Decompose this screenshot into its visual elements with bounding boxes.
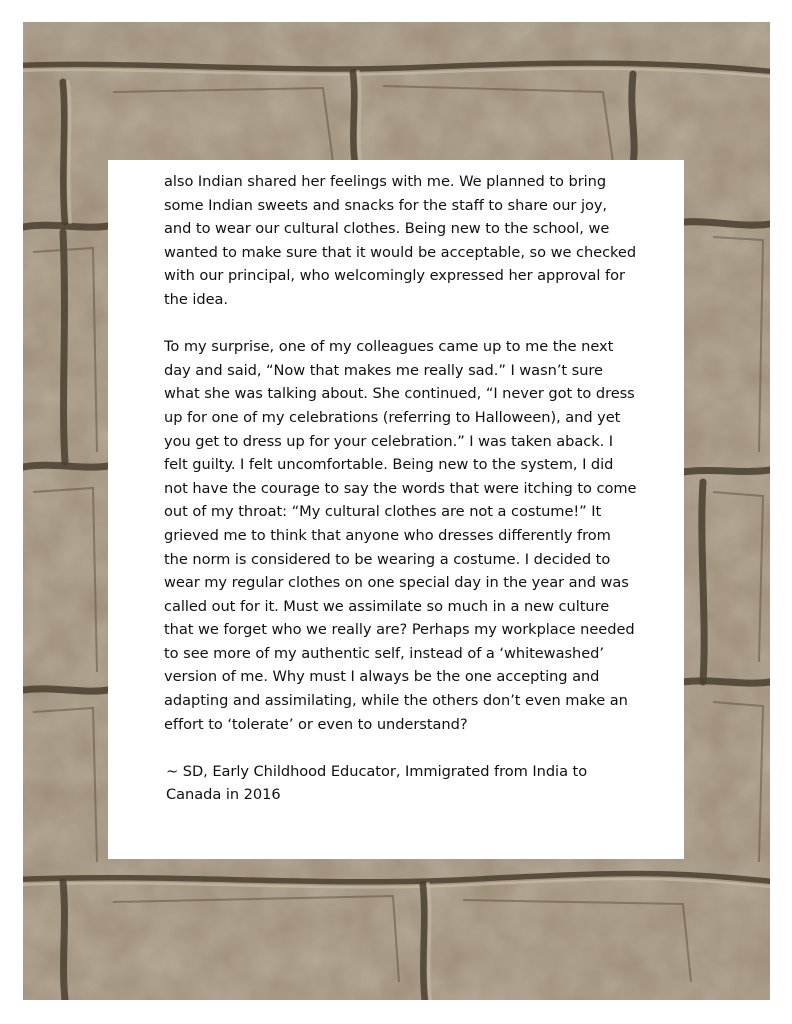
paragraph-2: To my surprise, one of my colleagues came up to me the next day and said, “Now that makes me really sad.” I wasn’t sure what she was talking about. She continued, “I never got to dress up for one of my celebrations (referring to Halloween), and yet you get to dress up for your celebration.” I was taken aback. I felt guilty. I felt uncomfortable. Being new to the system, I did not have the courage to say the words that were itching to come out of my throat: “My cultural clothes are not a costume!” It grieved me to think that anyone who dresses differently from the norm is considered to be wearing a costume. I decided to wear my regular clothes on one special day in the year and was called out for it. Must we assimilate so much in a new culture that we forget who we really are? Perhaps my workplace needed to see more of my authentic self, instead of a ‘whitewashed’ version of me. Why must I always be the one accepting and adapting and assimilating, while the others don’t even make an effort to ‘tolerate’ or even to understand? [164, 338, 637, 733]
paragraph-1: also Indian shared her feelings with me. We planned to bring some Indian sweets and snacks for the staff to share our joy, and to wear our cultural clothes. Being new to the school, we wanted to make sure that it would be acceptable, so we checked with our principal, who welcomingly expressed her approval for the idea. [164, 173, 637, 308]
attribution: ~ SD, Early Childhood Educator, Immigrated from India to Canada in 2016 [166, 762, 588, 804]
quote-text-box [108, 160, 684, 859]
